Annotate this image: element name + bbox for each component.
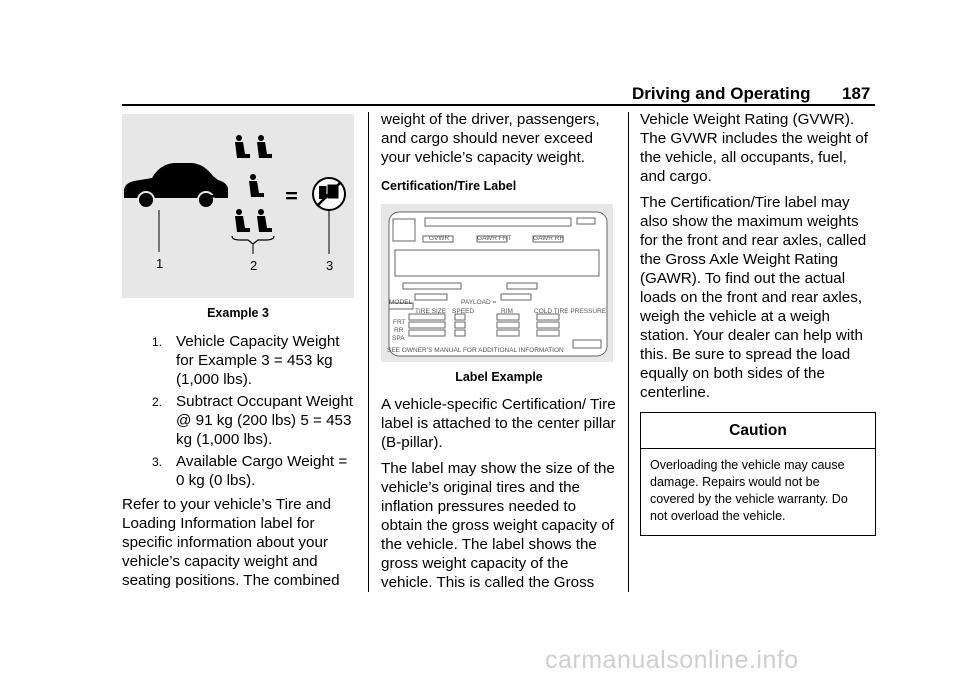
subheading: Certification/Tire Label <box>381 179 517 193</box>
label-gvwr: GVWR <box>429 235 450 242</box>
equals-icon <box>286 192 297 199</box>
callout-2: 2 <box>250 258 258 273</box>
column-2 <box>381 110 617 599</box>
minus-icon <box>208 195 219 198</box>
column-3 <box>640 110 876 536</box>
label-cold-tire-pressure: COLD TIRE PRESSURE <box>534 308 607 315</box>
label-gawr-frt: GAWR FRT <box>477 235 512 242</box>
list-number: 2. <box>152 395 163 409</box>
body-paragraph: weight of the driver, passengers, and cargo should never exceed your vehicle’s capacity weight. <box>381 111 600 166</box>
caution-title: Caution <box>641 413 875 449</box>
label-tire-size: TIRE SIZE <box>415 308 447 315</box>
list-number: 3. <box>152 455 163 469</box>
callout-1: 1 <box>156 256 164 271</box>
list-number: 1. <box>152 335 163 349</box>
list-text: Subtract Occupant Weight @ 91 kg (200 lbs) 5 = 453 kg (1,000 lbs). <box>176 393 353 448</box>
example-3-figure <box>122 114 354 298</box>
header-rule <box>122 104 875 106</box>
list-text: Available Cargo Weight = 0 kg (0 lbs). <box>176 453 348 489</box>
body-paragraph: The label may show the size of the vehicle’s original tires and the inflation pressures needed to obtain the gross weight capacity of the vehicle. The label shows the gross weight capacity of the vehicle. This is called the Gross <box>381 460 615 591</box>
page-header <box>0 82 960 106</box>
tire-label-diagram <box>381 204 613 362</box>
label-model: MODEL: <box>389 299 414 306</box>
label-rim: RIM <box>501 308 513 315</box>
cargo-box-icon <box>313 178 345 210</box>
column-divider <box>368 112 369 592</box>
figure-caption: Example 3 <box>207 306 269 320</box>
body-paragraph: Vehicle Weight Rating (GVWR). The GVWR includes the weight of the vehicle, all occupants, fuel, and cargo. <box>640 111 868 185</box>
label-payload: PAYLOAD = <box>461 299 497 306</box>
column-divider <box>628 112 629 592</box>
list-text: Vehicle Capacity Weight for Example 3 = 453 kg (1,000 lbs). <box>176 333 340 388</box>
caution-body: Overloading the vehicle may cause damage. Repairs would not be covered by the vehicle warranty. Do not overload the vehicle. <box>650 458 848 523</box>
body-paragraph: A vehicle-specific Certification/ Tire label is attached to the center pillar (B-pillar). <box>381 396 616 451</box>
body-paragraph: The Certification/Tire label may also show the maximum weights for the front and rear axles, called the Gross Axle Weight Rating (GAWR). To find out the actual loads on the front and rear axles, weigh the vehicle at a weigh station. Your dealer can help with this. Be sure to spread the load equally on both sides of the centerline. <box>640 194 867 401</box>
label-rr: RR <box>394 327 404 334</box>
section-title: Driving and Operating <box>632 84 811 103</box>
label-frt: FRT <box>393 319 406 326</box>
list-item <box>122 452 354 490</box>
seated-occupant-icon <box>235 135 272 158</box>
callout-3: 3 <box>326 258 334 273</box>
tire-label-figure <box>381 204 613 362</box>
watermark: carmanualsonline.info <box>545 646 799 674</box>
label-gawr-rr: GAWR RR <box>533 235 565 242</box>
caution-box <box>640 412 876 536</box>
label-speed: SPEED <box>452 308 475 315</box>
example-list <box>122 332 354 493</box>
figure-caption: Label Example <box>455 370 543 384</box>
list-item <box>122 392 354 449</box>
car-silhouette-icon <box>124 163 228 208</box>
body-paragraph: Refer to your vehicle’s Tire and Loading Information label for specific information about your vehicle’s capacity weight and seating positions. The combined <box>122 496 340 589</box>
list-item <box>122 332 354 389</box>
label-footer: SEE OWNER’S MANUAL FOR ADDITIONAL INFORMATION <box>387 347 564 354</box>
label-spa: SPA <box>392 335 405 342</box>
page-number: 187 <box>842 84 871 103</box>
